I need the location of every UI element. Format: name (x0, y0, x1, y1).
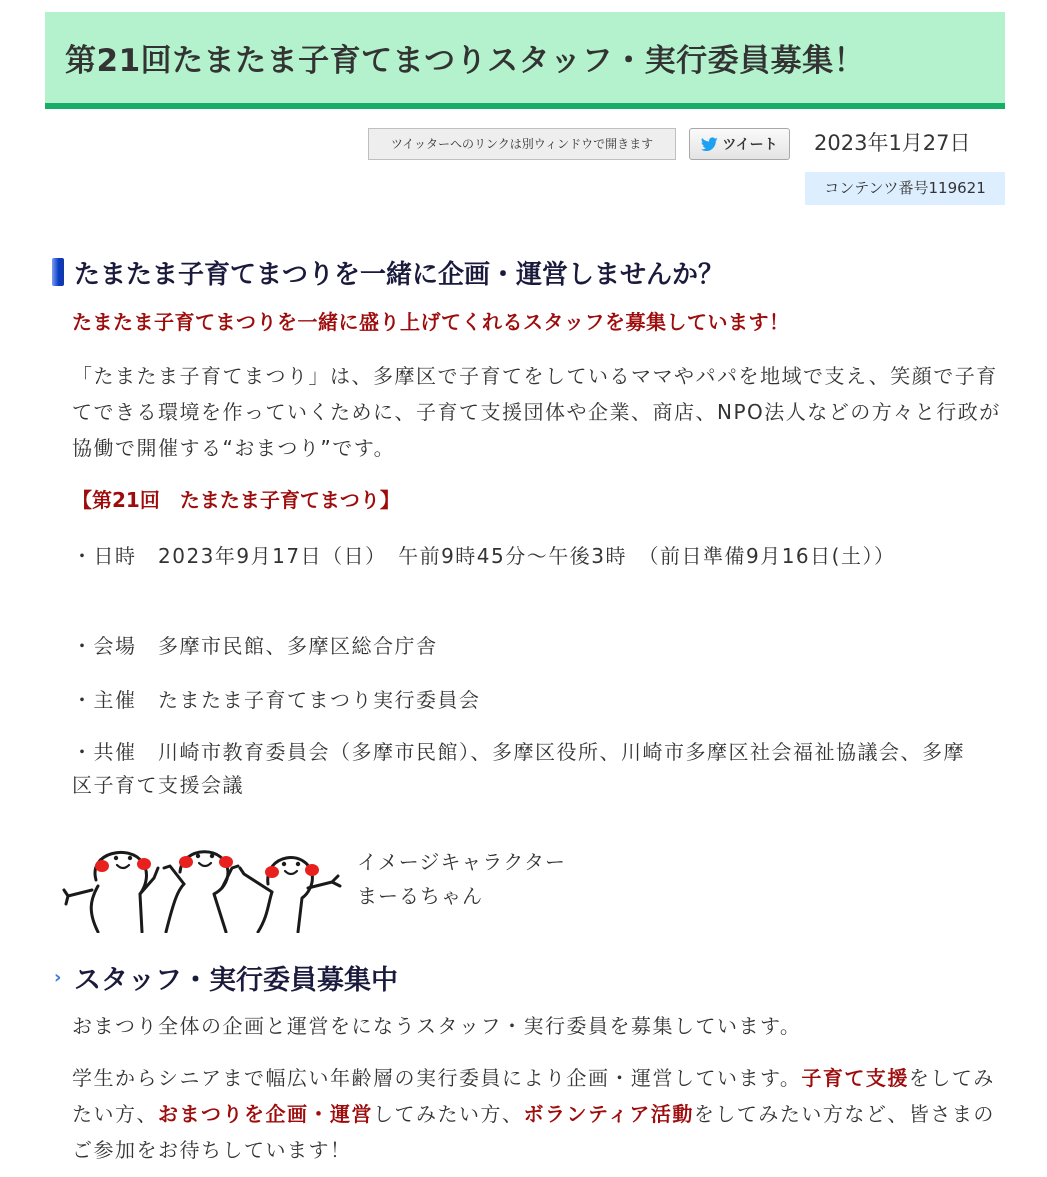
twitter-bird-icon (701, 137, 718, 152)
recruit-text-a: 学生からシニアまで幅広い年齢層の実行委員により企画・運営しています。 (72, 1066, 802, 1090)
mascot-image (62, 838, 342, 933)
detail-cosponsors: ・共催 川崎市教育委員会（多摩市民館）、多摩区役所、川崎市多摩区社会福祉協議会、多摩区子育て支援会議 (72, 740, 965, 797)
section-heading-2-text: スタッフ・実行委員募集中 (74, 965, 398, 996)
page-title: 第21回たまたま子育てまつりスタッフ・実行委員募集！ (65, 43, 866, 79)
recruit-text-d: をしてみたい方など、皆さまのご参加をお待ちしています！ (72, 1102, 995, 1162)
publish-date: 2023年1月27日 (814, 131, 971, 155)
highlight-volunteer: ボランティア活動 (523, 1102, 694, 1126)
page-title-banner (45, 12, 1005, 109)
recruit-line-1: おまつり全体の企画と運営をになうスタッフ・実行委員を募集しています。 (72, 1014, 802, 1038)
detail-venue: ・会場 多摩市民館、多摩区総合庁舎 (72, 634, 438, 658)
highlight-festival-planning: おまつりを企画・運営 (158, 1102, 373, 1126)
section-heading-1 (52, 252, 724, 292)
section-heading-1-text: たまたま子育てまつりを一緒に企画・運営しませんか？ (74, 259, 725, 290)
character-caption-line-2: まーるちゃん (357, 884, 483, 908)
recruit-paragraph-2 (72, 1060, 1007, 1168)
event-title: 【第21回 たまたま子育てまつり】 (72, 488, 400, 512)
character-caption (357, 845, 566, 913)
chevron-right-icon: › (54, 967, 62, 988)
intro-paragraph: 「たまたま子育てまつり」は、多摩区で子育てをしているママやパパを地域で支え、笑顔で子育てできる環境を作っていくために、子育て支援団体や企業、商店、NPO法人などの方々と行政が協働で開催する“おまつり”です。 (72, 364, 1001, 460)
recruit-text-c: してみたい方、 (373, 1102, 524, 1126)
tweet-button[interactable] (689, 128, 790, 160)
meta-row (0, 128, 1047, 160)
highlight-childcare-support: 子育て支援 (801, 1066, 909, 1090)
section-heading-2 (54, 958, 398, 997)
detail-organizer: ・主催 たまたま子育てまつり実行委員会 (72, 688, 481, 712)
character-caption-line-1: イメージキャラクター (357, 850, 566, 874)
lead-text: たまたま子育てまつりを一緒に盛り上げてくれるスタッフを募集しています！ (72, 310, 790, 334)
detail-date: ・日時 2023年9月17日（日） 午前9時45分～午後3時 （前日準備9月16日(土）） (72, 544, 896, 568)
recruit-text-b: をしてみたい方、 (72, 1066, 995, 1126)
twitter-link-note: ツイッターへのリンクは別ウィンドウで開きます (368, 128, 676, 160)
tweet-label: ツイート (722, 137, 778, 153)
content-number-badge: コンテンツ番号119621 (805, 172, 1005, 205)
heading-bar-icon (52, 258, 64, 286)
